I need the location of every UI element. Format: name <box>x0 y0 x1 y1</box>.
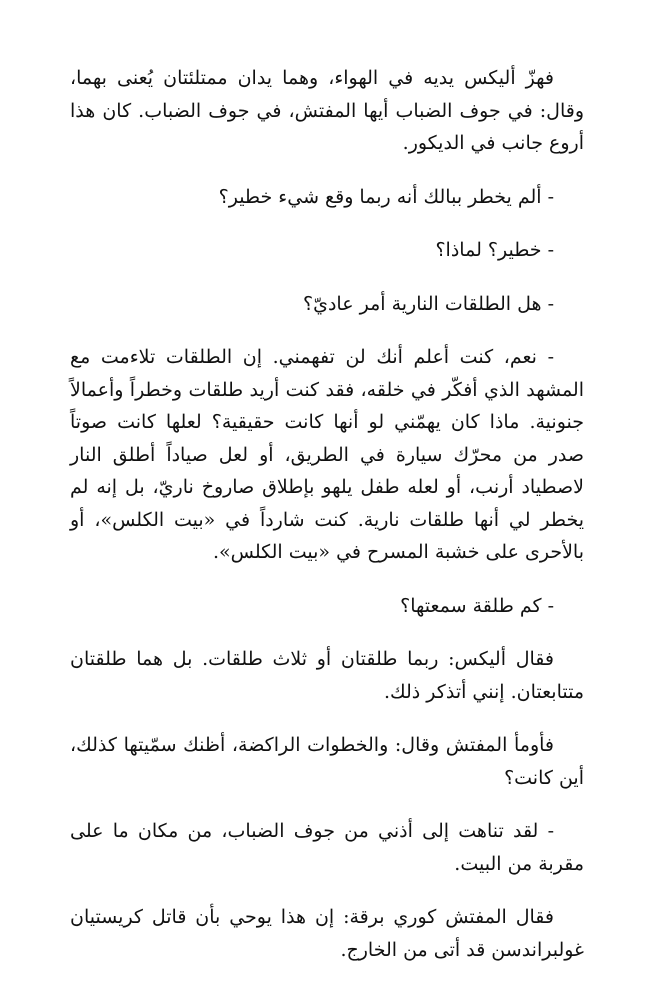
dialogue-gunshots-normal: - هل الطلقات النارية أمر عاديّ؟ <box>303 292 554 315</box>
paragraph-two-shots: فقال أليكس: ربما طلقتان أو ثلاث طلقات. بل هما طلقتان متتابعتان. إنني أتذكر ذلك. <box>70 648 584 703</box>
dialogue-serious-why: - خطير؟ لماذا؟ <box>435 239 554 261</box>
book-page-text <box>70 62 584 987</box>
paragraph-alex-fog: فهزّ أليكس يديه في الهواء، وهما يدان ممتلئتان يُعنى بهما، وقال: في جوف الضباب أيها المفتش، في جوف الضباب. كان هذا أروع جانب في الديكور. <box>70 67 584 154</box>
paragraph-running-footsteps: فأومأ المفتش وقال: والخطوات الراكضة، أظنك سمّيتها كذلك، أين كانت؟ <box>70 734 584 789</box>
dialogue-something-serious: - ألم يخطر ببالك أنه ربما وقع شيء خطير؟ <box>218 185 554 208</box>
dialogue-from-fog: - لقد تناهت إلى أذني من جوف الضباب، من مكان ما على مقربة من البيت. <box>70 820 584 875</box>
paragraph-inspector-conclusion: فقال المفتش كوري برقة: إن هذا يوحي بأن قاتل كريستيان غولبراندسن قد أتى من الخارج. <box>70 906 584 961</box>
dialogue-alex-explanation: - نعم، كنت أعلم أنك لن تفهمني. إن الطلقات تلاءمت مع المشهد الذي أفكّر في خلقه، فقد كنت أريد طلقات وخطراً وأعمالاً جنونية. ماذا كان يهمّني لو أنها كانت حقيقية؟ لعلها كانت صوتاً صدر من محرّك سيارة في الطريق، أو لعل صياداً أطلق النار لاصطياد أرنب، أو لعله طفل يلهو بإطلاق صاروخ ناريّ، بل إنه لم يخطر لي أنها طلقات نارية. كنت شارداً في «بيت الكلس»، أو بالأحرى على خشبة المسرح في «بيت الكلس». <box>70 346 584 563</box>
dialogue-how-many-shots: - كم طلقة سمعتها؟ <box>400 594 554 617</box>
